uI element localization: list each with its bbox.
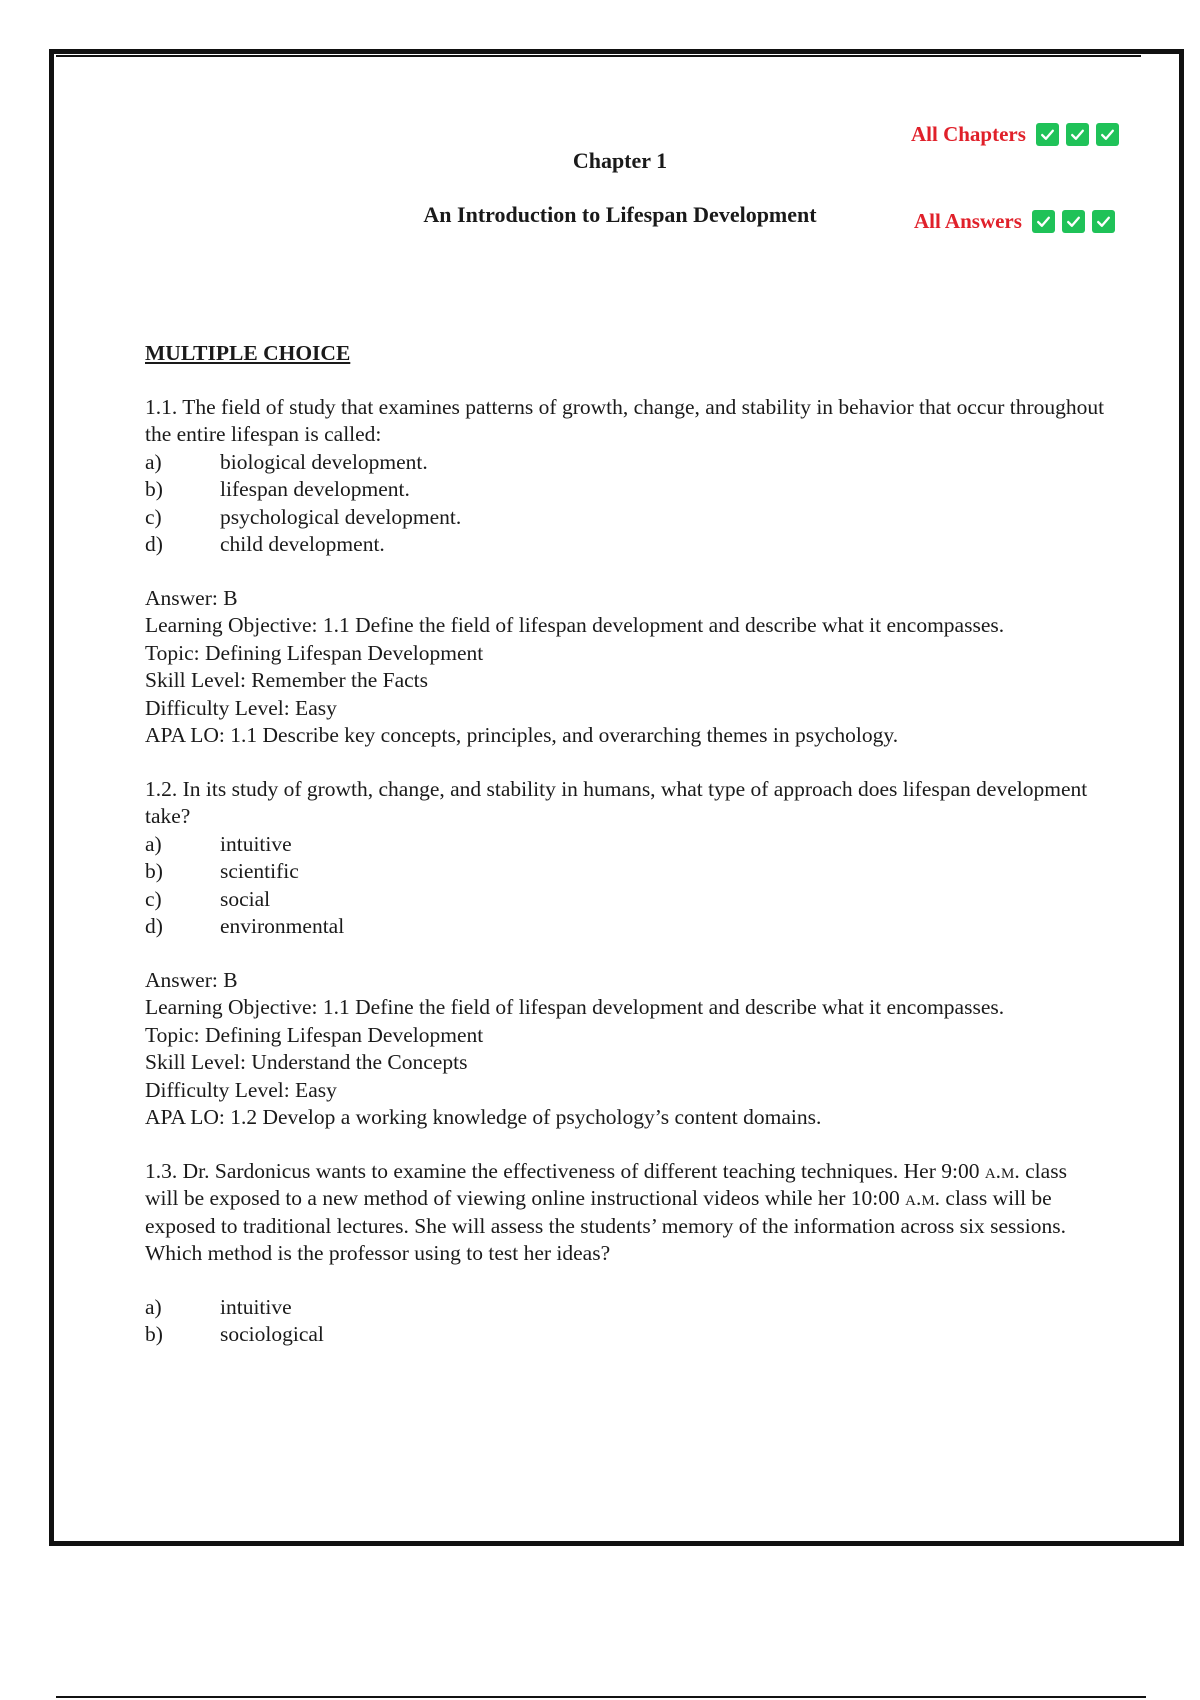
answer-block bbox=[145, 585, 1105, 750]
skill-level: Skill Level: Understand the Concepts bbox=[145, 1050, 468, 1074]
check-box-icon bbox=[1092, 210, 1115, 233]
check-box-icon bbox=[1062, 210, 1085, 233]
stem-time-suffix: a.m. bbox=[984, 1158, 1020, 1183]
option-letter: a) bbox=[145, 1294, 162, 1319]
option-letter: b) bbox=[145, 477, 163, 501]
option-letter: c) bbox=[145, 504, 162, 529]
all-answers-badge[interactable] bbox=[914, 209, 1122, 234]
section-heading: MULTIPLE CHOICE bbox=[145, 341, 351, 365]
chapter-title: Chapter 1 bbox=[572, 148, 668, 173]
question-content bbox=[145, 340, 1105, 1375]
option-text: child development. bbox=[220, 532, 385, 556]
apa-lo: APA LO: 1.1 Describe key concepts, principles, and overarching themes in psychology. bbox=[145, 723, 899, 747]
option-list bbox=[145, 831, 1105, 941]
check-box-icon bbox=[1096, 123, 1119, 146]
option-letter: d) bbox=[145, 914, 163, 938]
option-text: social bbox=[220, 886, 271, 911]
question-1-1 bbox=[145, 394, 1105, 750]
option-a bbox=[145, 449, 1105, 477]
option-b bbox=[145, 858, 1105, 886]
question-1-3 bbox=[145, 1158, 1105, 1349]
question-1-2 bbox=[145, 776, 1105, 1132]
difficulty-level: Difficulty Level: Easy bbox=[145, 695, 337, 720]
option-a bbox=[145, 1294, 1105, 1322]
learning-objective: Learning Objective: 1.1 Define the field of lifespan development and describe what it encompasses. bbox=[145, 995, 1005, 1019]
option-list bbox=[145, 449, 1105, 559]
all-chapters-badge[interactable] bbox=[911, 122, 1126, 147]
option-b bbox=[145, 476, 1105, 504]
stem-time-suffix: a.m. bbox=[905, 1186, 941, 1210]
option-c bbox=[145, 504, 1105, 532]
question-stem: 1.1. The field of study that examines patterns of growth, change, and stability in behavior that occur throughout the entire lifespan is called: bbox=[145, 394, 1105, 446]
question-stem: 1.2. In its study of growth, change, and stability in humans, what type of approach does lifespan development take? bbox=[145, 776, 1088, 828]
option-text: biological development. bbox=[220, 449, 428, 474]
option-text: environmental bbox=[220, 914, 345, 938]
top-rule bbox=[56, 55, 1141, 57]
skill-level: Skill Level: Remember the Facts bbox=[145, 668, 429, 692]
check-box-icon bbox=[1036, 123, 1059, 146]
option-letter: c) bbox=[145, 886, 162, 911]
option-text: psychological development. bbox=[220, 504, 462, 529]
difficulty-level: Difficulty Level: Easy bbox=[145, 1077, 337, 1102]
option-letter: b) bbox=[145, 1322, 163, 1346]
stem-text: 1.3. Dr. Sardonicus wants to examine the effectiveness of different teaching techniques. Her 9:00 bbox=[145, 1158, 985, 1183]
check-box-icon bbox=[1032, 210, 1055, 233]
option-c bbox=[145, 886, 1105, 914]
option-a bbox=[145, 831, 1105, 859]
option-letter: a) bbox=[145, 831, 162, 856]
option-text: scientific bbox=[220, 859, 299, 883]
answer-line: Answer: B bbox=[145, 585, 238, 610]
option-text: intuitive bbox=[220, 1294, 292, 1319]
option-text: lifespan development. bbox=[220, 477, 410, 501]
option-text: intuitive bbox=[220, 831, 292, 856]
chapter-subtitle: An Introduction to Lifespan Development bbox=[423, 202, 817, 227]
option-letter: a) bbox=[145, 449, 162, 474]
answer-block bbox=[145, 967, 1105, 1132]
option-d bbox=[145, 531, 1105, 559]
stem-text: class will be exposed to a new method of viewing online instructional videos while her 10:00 bbox=[145, 1158, 1067, 1210]
topic-line: Topic: Defining Lifespan Development bbox=[145, 1022, 484, 1047]
all-answers-label: All Answers bbox=[914, 209, 1022, 233]
option-b bbox=[145, 1321, 1105, 1349]
stem-text: class will be exposed to traditional lectures. She will assess the students’ memory of the information across six sessions. Which method is the professor using to test her ideas? bbox=[145, 1186, 1066, 1265]
apa-lo: APA LO: 1.2 Develop a working knowledge of psychology’s content domains. bbox=[145, 1105, 822, 1129]
learning-objective: Learning Objective: 1.1 Define the field of lifespan development and describe what it encompasses. bbox=[145, 613, 1005, 637]
option-letter: b) bbox=[145, 859, 163, 883]
answer-line: Answer: B bbox=[145, 967, 238, 992]
question-stem bbox=[145, 1158, 1105, 1268]
check-box-icon bbox=[1066, 123, 1089, 146]
option-text: sociological bbox=[220, 1322, 324, 1346]
option-list bbox=[145, 1294, 1105, 1349]
bottom-rule bbox=[56, 1696, 1146, 1698]
option-letter: d) bbox=[145, 532, 163, 556]
option-d bbox=[145, 913, 1105, 941]
topic-line: Topic: Defining Lifespan Development bbox=[145, 640, 484, 665]
all-chapters-label: All Chapters bbox=[911, 122, 1026, 146]
